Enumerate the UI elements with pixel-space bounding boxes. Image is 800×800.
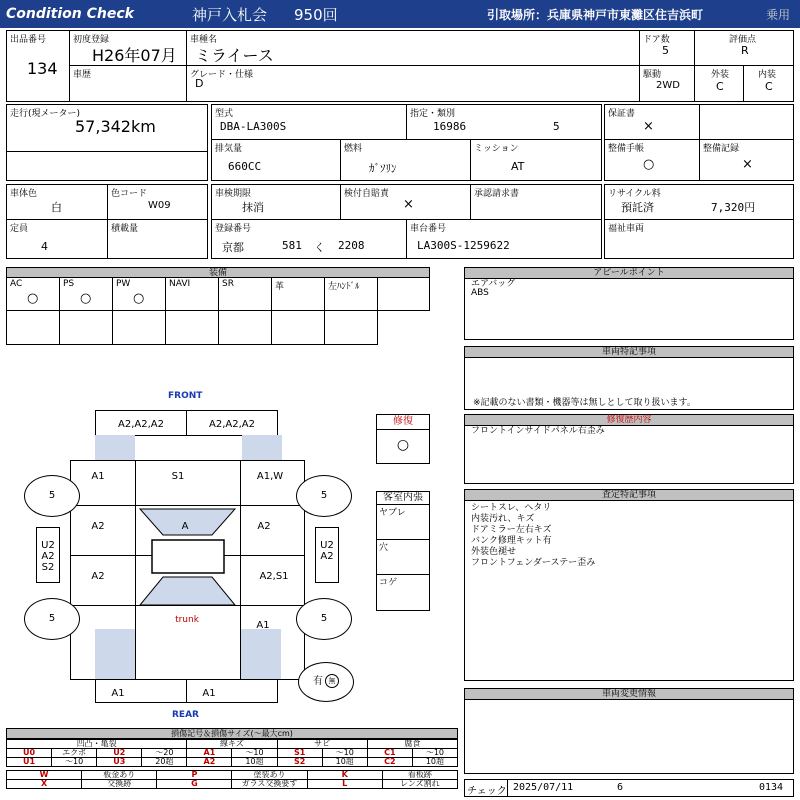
- doors-cell: ドア数 5: [639, 30, 695, 66]
- displacement: 660CC: [228, 160, 262, 173]
- spare-tire-icon: 有 無: [298, 662, 354, 702]
- tire-front-left-icon: 5: [24, 475, 80, 517]
- drive: 2WD: [656, 80, 680, 91]
- check-num: 6: [617, 782, 624, 793]
- auction-session: 950回: [294, 6, 338, 24]
- equipment-header: 装備: [6, 267, 430, 278]
- model: DBA-LA300S: [220, 120, 287, 133]
- damage-legend: 損傷記号＆損傷サイズ(～最大cm) 凹凸・亀裂 線キズ サビ 腐食 U0 エクボ U2 ～20 A1 ～10 S1 ～10 C1 ～10 U1 ～10 U3 20超 A2 10超 S2 10超 C2 10超 W 板金あり P 塗装あり K 看板跡 X 交換跡 G ガラス交換要す L レンズ割れ: [6, 728, 458, 789]
- fuel: ｶﾞｿﾘﾝ: [369, 162, 397, 175]
- body-color: 白: [51, 201, 62, 214]
- disp-cell: 排気量 660CC: [211, 139, 341, 181]
- auction-name: 神戸入札会: [192, 6, 268, 24]
- vehicle-category: 乗用: [766, 8, 791, 22]
- inspection-cell: 車検期限 抹消: [211, 184, 341, 220]
- cabin-box: 客室内張 ヤブレ 穴 コゲ: [376, 491, 430, 611]
- tire-rear-left-icon: 5: [24, 598, 80, 640]
- load-cell: 積載量: [107, 219, 208, 259]
- vin-cell: 車台番号 LA300S-1259622: [406, 219, 602, 259]
- equipment-grid: [6, 277, 430, 345]
- hood: S1: [171, 471, 185, 482]
- color-cell: 車体色 白: [6, 184, 108, 220]
- recycle-cell: リサイクル料 預託済 7,320円: [604, 184, 794, 220]
- repair-history-text: フロントインサイドパネル右歪み: [471, 426, 605, 436]
- repair-mark: ○: [396, 437, 410, 453]
- door-count: 5: [662, 44, 669, 57]
- mileage-cell: 走行(現メーター) 57,342km: [6, 104, 208, 152]
- history-cell: 車歴: [69, 65, 187, 102]
- int-cell: 内装 C: [743, 65, 794, 102]
- fender-left: A1: [91, 471, 105, 482]
- insurance: ×: [403, 197, 414, 212]
- warranty-cell: 保証書 ×: [604, 104, 700, 140]
- check-row: チェック 2025/07/11 6 0134: [464, 779, 794, 797]
- mirror-left-icon: U2 A2 S2: [36, 527, 60, 583]
- rear-label: REAR: [172, 710, 199, 720]
- equipment-5: 革: [271, 277, 325, 311]
- appeal-section: アピールポイント エアバッグ ABS: [464, 267, 794, 340]
- equipment-0: AC ○: [6, 277, 60, 311]
- color-code-cell: 色コード W09: [107, 184, 208, 220]
- fender-right: A1,W: [256, 471, 284, 482]
- approval-cell: 承認請求書: [470, 184, 602, 220]
- pickup-location: 引取場所：兵庫県神戸市東灘区住吉浜町: [487, 8, 704, 22]
- repair-box: 修復 ○: [376, 414, 430, 464]
- first-reg-cell: 初度登録 H26年07月: [69, 30, 187, 66]
- inspection-expiry: 抹消: [242, 201, 264, 214]
- mirror-right-icon: U2 A2: [315, 527, 339, 583]
- rear-bumper-left: A1: [111, 688, 125, 699]
- front-bumper-left: A2,A2,A2: [118, 419, 164, 430]
- front-bumper-right: A2,A2,A2: [209, 419, 255, 430]
- ext-grade: C: [716, 80, 724, 93]
- capacity: 4: [41, 240, 48, 253]
- changes-section: 車両変更情報: [464, 688, 794, 774]
- vin: LA300S-1259622: [417, 239, 510, 252]
- equipment-6: 左ﾊﾝﾄﾞﾙ: [324, 277, 378, 311]
- tire-front-right-icon: 5: [296, 475, 352, 517]
- inspection-notes-section: 査定特記事項 シートスレ、ヘタリ 内装汚れ、キズ ドアミラー左右キズ バンク修理キット有 外装色褪せ フロントフェンダーステー歪み: [464, 489, 794, 681]
- trunk-label: trunk: [175, 615, 199, 625]
- door-front-left: A2: [91, 521, 105, 532]
- insurance-cell: 検付自賠責 ×: [340, 184, 471, 220]
- equipment-2: PW ○: [112, 277, 166, 311]
- score: R: [741, 44, 749, 57]
- car-diagram: [0, 385, 440, 725]
- roof: A: [181, 521, 189, 532]
- car-name-cell: 車種名 ミライース: [186, 30, 640, 66]
- header-bar: [0, 0, 800, 28]
- int-grade: C: [765, 80, 773, 93]
- warranty: ×: [643, 119, 654, 134]
- equipment-4: SR: [218, 277, 272, 311]
- lot-number: 134: [27, 59, 58, 78]
- welfare-cell: 福祉車両: [604, 219, 794, 259]
- service-manual: ○: [643, 157, 655, 172]
- check-date: 2025/07/11: [513, 782, 574, 793]
- front-label: FRONT: [168, 391, 203, 401]
- door-rear-left: A2: [91, 571, 105, 582]
- lot-number-cell: 出品番号 134: [6, 30, 70, 102]
- mission-cell: ミッション AT: [470, 139, 602, 181]
- equipment-3: NAVI: [165, 277, 219, 311]
- brand-title: Condition Check: [6, 6, 134, 22]
- special-section: 車両特記事項 ※記載のない書類・機器等は無しとして取り扱います。: [464, 346, 794, 410]
- repair-history-section: 修復歴内容 フロントインサイドパネル右歪み: [464, 414, 794, 484]
- tire-rear-right-icon: 5: [296, 598, 352, 640]
- score-cell: 評価点 R: [694, 30, 794, 66]
- record-cell: 整備記録 ×: [699, 139, 794, 181]
- door-rear-right: A2,S1: [259, 571, 289, 582]
- grade: D: [195, 77, 204, 90]
- car-name: ミライース: [195, 46, 274, 65]
- drive-cell: 駆動 2WD: [639, 65, 695, 102]
- color-code: W09: [148, 200, 171, 211]
- manual-cell: 整備手帳 ○: [604, 139, 700, 181]
- grade-cell: グレード・仕様 D: [186, 65, 640, 102]
- inspection-notes-text: シートスレ、ヘタリ 内装汚れ、キズ ドアミラー左右キズ バンク修理キット有 外装色褪せ フロントフェンダーステー歪み: [471, 503, 596, 568]
- windshield-icon: [0, 385, 440, 725]
- rear-bumper-right: A1: [202, 688, 216, 699]
- recycle-status: 預託済: [621, 201, 654, 214]
- equipment-1: PS ○: [59, 277, 113, 311]
- ext-cell: 外装 C: [694, 65, 744, 102]
- quarter-right: A1: [256, 620, 270, 631]
- recycle-fee: 7,320円: [711, 201, 756, 214]
- door-front-right: A2: [257, 521, 271, 532]
- designation-cell: 指定・類別 16986 5: [406, 104, 602, 140]
- capacity-cell: 定員 4: [6, 219, 108, 259]
- mission: AT: [511, 160, 525, 173]
- service-record: ×: [742, 157, 753, 172]
- special-note: ※記載のない書類・機器等は無しとして取り扱います。: [473, 398, 696, 408]
- plate-cell: 登録番号 京都 581 く 2208: [211, 219, 407, 259]
- fuel-cell: 燃料 ｶﾞｿﾘﾝ: [340, 139, 471, 181]
- model-cell: 型式 DBA-LA300S: [211, 104, 407, 140]
- first-registration: H26年07月: [92, 46, 177, 65]
- mileage: 57,342km: [75, 117, 156, 136]
- appeal-text: エアバッグ ABS: [471, 279, 516, 298]
- check-id: 0134: [759, 782, 784, 793]
